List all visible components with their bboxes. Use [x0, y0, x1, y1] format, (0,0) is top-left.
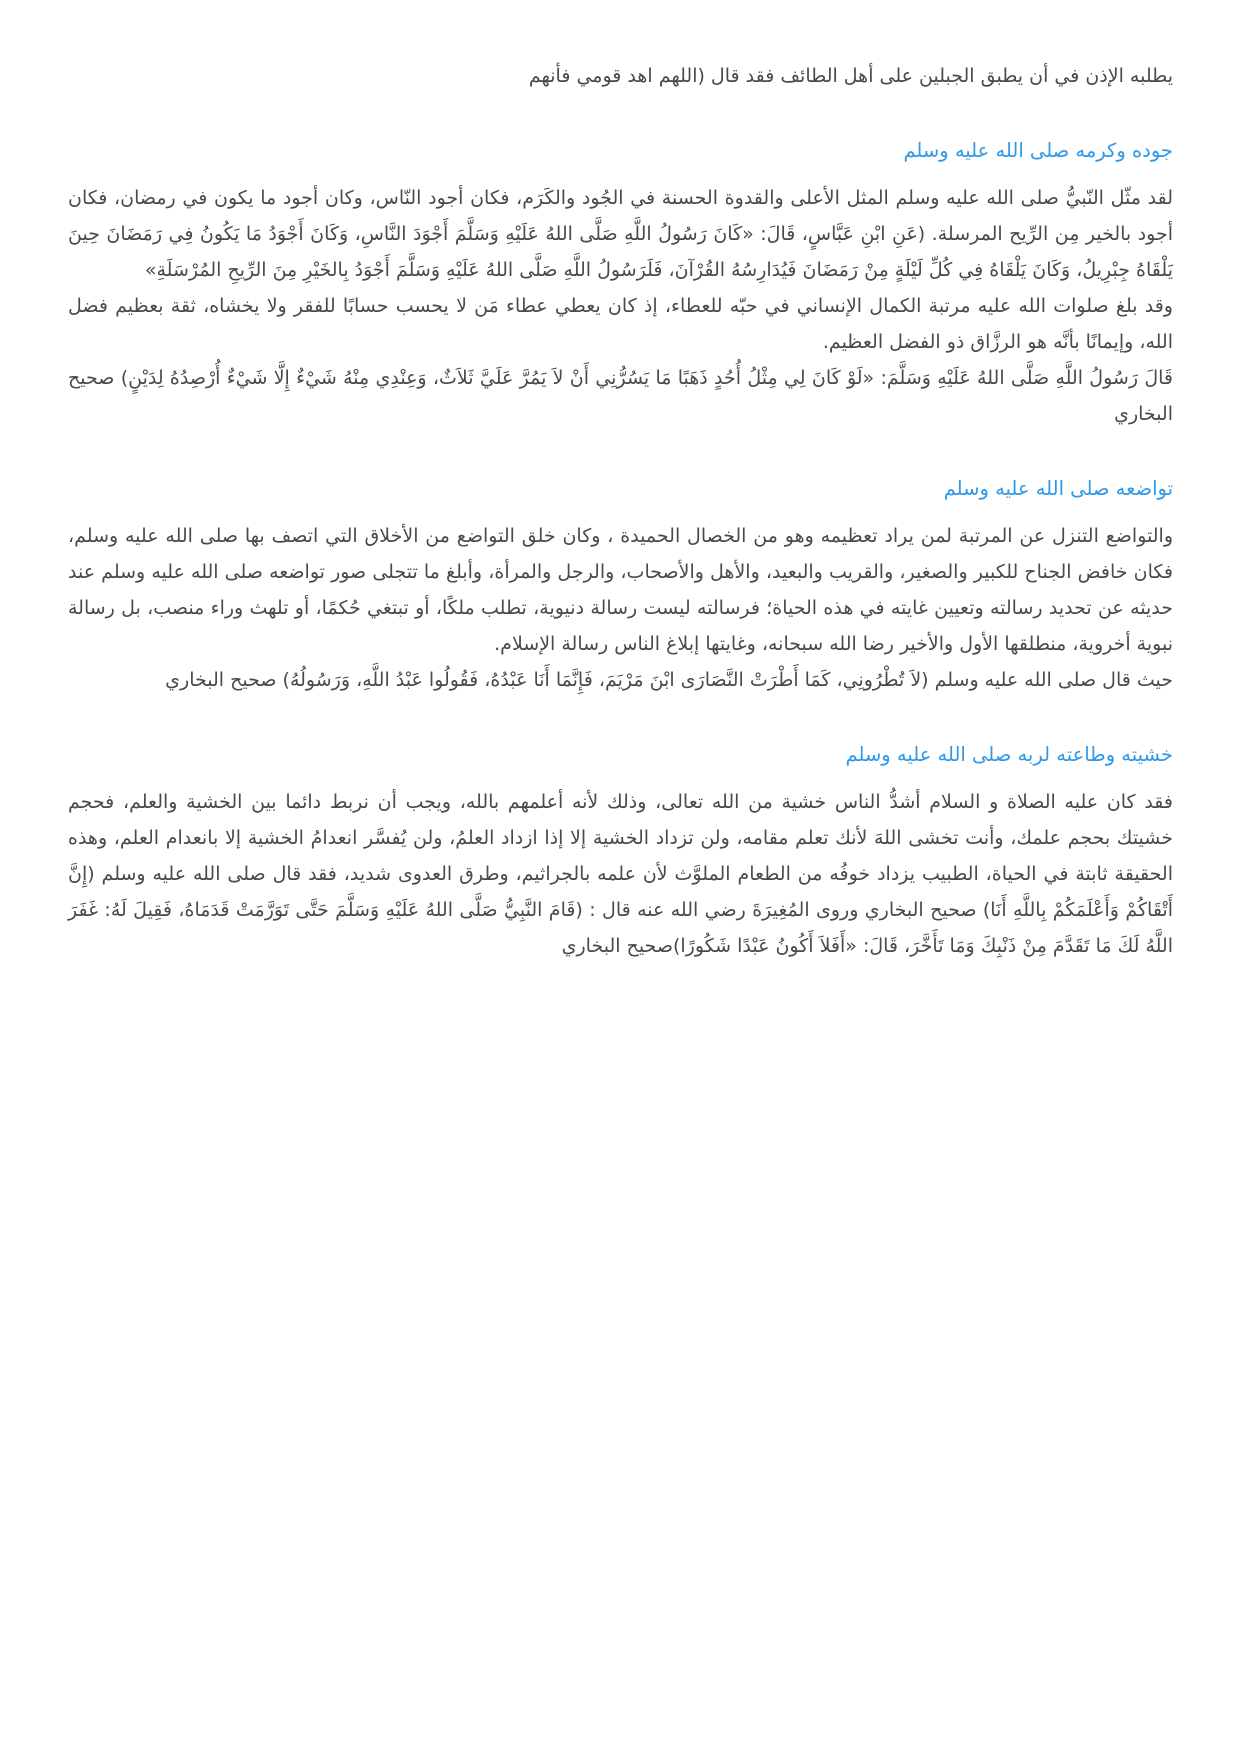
section-heading-fear-obedience: خشيته وطاعته لربه صلى الله عليه وسلم	[845, 743, 1173, 766]
paragraph-fear-obedience: فقد كان عليه الصلاة و السلام أشدُّ الناس خشية من الله تعالى، وذلك لأنه أعلمهم بالله، ويجب أن نربط دائما بين الخشية والعلم، فحجم خشيتك بحجم علمك، وأنت تخشى اللهَ لأنك تعلم مقامه، ولن تزداد الخشية إلا إذا ازداد العلمُ، ولن يُفسَّر انعدامُ الخشية إلا بانعدام العلم، وهذه الحقيقة ثابتة في الحياة، الطبيب يزداد خوفُه من الطعام الملوَّث لأن علمه بالجراثيم، وطرق العدوى شديد، فقد قال صلى الله عليه وسلم (إِنَّ أَتْقَاكُمْ وَأَعْلَمَكُمْ بِاللَّهِ أَنَا) صحيح البخاري وروى المُغِيرَةَ رضي الله عنه قال : (قَامَ النَّبِيُّ صَلَّى اللهُ عَلَيْهِ وَسَلَّمَ حَتَّى تَوَرَّمَتْ قَدَمَاهُ، فَقِيلَ لَهُ: غَفَرَ اللَّهُ لَكَ مَا تَقَدَّمَ مِنْ ذَنْبِكَ وَمَا تَأَخَّرَ، قَالَ: «أَفَلاَ أَكُونُ عَبْدًا شَكُورًا)صحيح البخاري	[68, 791, 1173, 957]
paragraph-generosity-1: لقد مثّل النّبيُّ صلى الله عليه وسلم المثل الأعلى والقدوة الحسنة في الجُود والكَرَم، فكان أجود النّاس، وكان أجود ما يكون في رمضان، فكان أجود بالخير مِن الرِّيح المرسلة. (عَنِ ابْنِ عَبَّاسٍ، قَالَ: «كَانَ رَسُولُ اللَّهِ صَلَّى اللهُ عَلَيْهِ وَسَلَّمَ أَجْوَدَ النَّاسِ، وَكَانَ أَجْوَدُ مَا يَكُونُ فِي رَمَضَانَ حِينَ يَلْقَاهُ جِبْرِيلُ، وَكَانَ يَلْقَاهُ فِي كُلِّ لَيْلَةٍ مِنْ رَمَضَانَ فَيُدَارِسُهُ القُرْآنَ، فَلَرَسُولُ اللَّهِ صَلَّى اللهُ عَلَيْهِ وَسَلَّمَ أَجْوَدُ بِالخَيْرِ مِنَ الرِّيحِ المُرْسَلَةِ»	[68, 187, 1173, 281]
section-fear-obedience	[68, 784, 1173, 964]
paragraph-humility-1: والتواضع التنزل عن المرتبة لمن يراد تعظيمه وهو من الخصال الحميدة ، وكان خلق التواضع من الأخلاق التي اتصف بها صلى الله عليه وسلم، فكان خافض الجناح للكبير والصغير، والقريب والبعيد، والأهل والأصحاب، والرجل والمرأة، وأبلغ ما تتجلى صور تواضعه صلى الله عليه وسلم عند حديثه عن تحديد رسالته وتعيين غايته في هذه الحياة؛ فرسالته ليست رسالة دنيوية، تطلب ملكًا، أو تبتغي حُكمًا، أو تلهث وراء منصب، بل رسالة نبوية أخروية، منطلقها الأول والأخير رضا الله سبحانه، وغايتها إبلاغ الناس رسالة الإسلام.	[68, 525, 1173, 655]
section-heading-humility: تواضعه صلى الله عليه وسلم	[943, 477, 1173, 500]
previous-paragraph-last-line: يطلبه الإذن في أن يطبق الجبلين على أهل الطائف فقد قال (اللهم اهد قومي فأنهم	[528, 65, 1173, 87]
paragraph-generosity-hadith: قَالَ رَسُولُ اللَّهِ صَلَّى اللهُ عَلَيْهِ وَسَلَّمَ: «لَوْ كَانَ لِي مِثْلُ أُحُدٍ ذَهَبًا مَا يَسُرُّنِي أَنْ لاَ يَمُرَّ عَلَيَّ ثَلاَثٌ، وَعِنْدِي مِنْهُ شَيْءٌ إِلَّا شَيْءٌ أُرْصِدُهُ لِدَيْنٍ) صحيح البخاري	[68, 367, 1173, 425]
paragraph-humility-hadith: حيث قال صلى الله عليه وسلم (لاَ تُطْرُونِي، كَمَا أَطْرَتْ النَّصَارَى ابْنَ مَرْيَمَ، فَإِنَّمَا أَنَا عَبْدُهُ، فَقُولُوا عَبْدُ اللَّهِ، وَرَسُولُهُ) صحيح البخاري	[165, 669, 1173, 691]
paragraph-generosity-2: وقد بلغ صلوات الله عليه مرتبة الكمال الإنساني في حبّه للعطاء، إذ كان يعطي عطاء مَن لا يحسب حسابًا للفقر ولا يخشاه، ثقة بعظيم فضل الله، وإيمانًا بأنَّه هو الرزَّاق ذو الفضل العظيم.	[68, 295, 1173, 353]
section-heading-generosity: جوده وكرمه صلى الله عليه وسلم	[903, 139, 1173, 162]
section-humility	[68, 518, 1173, 698]
section-generosity	[68, 180, 1173, 432]
